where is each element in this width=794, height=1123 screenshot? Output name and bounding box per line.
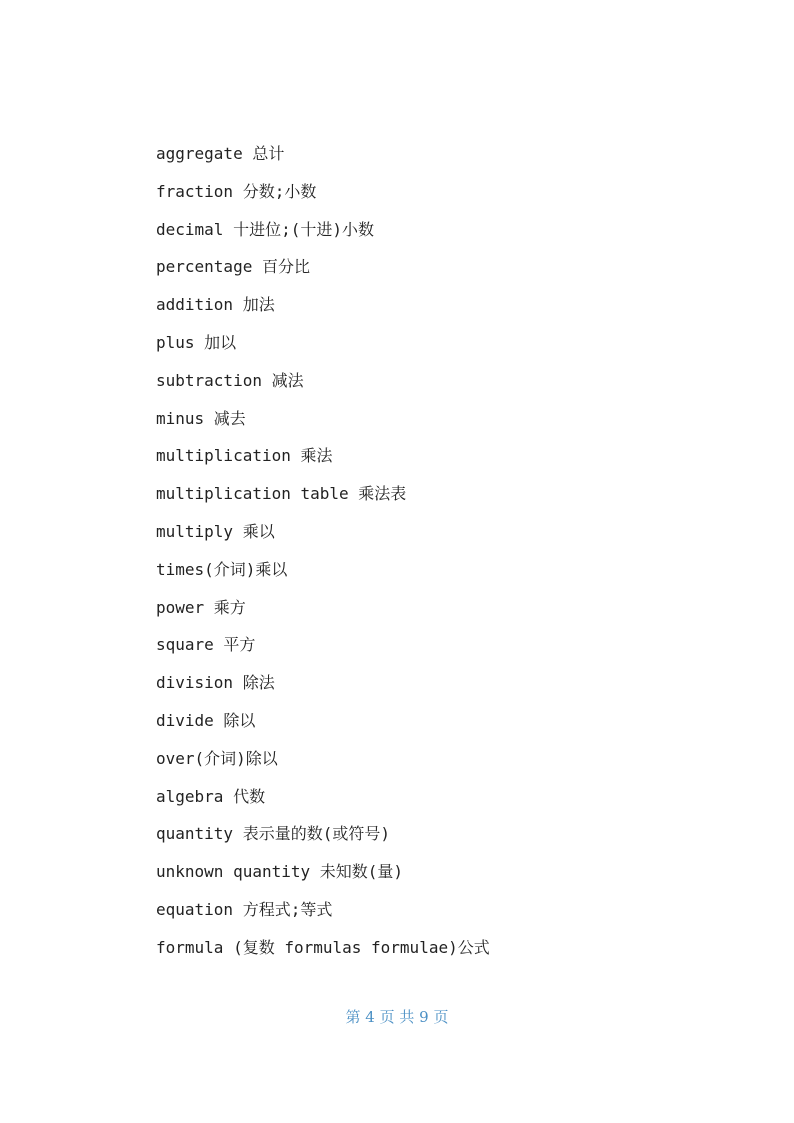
vocabulary-entry: decimal 十进位;(十进)小数 bbox=[156, 219, 374, 239]
vocabulary-entry: subtraction 减法 bbox=[156, 370, 304, 390]
vocabulary-entry: quantity 表示量的数(或符号) bbox=[156, 824, 390, 844]
vocabulary-entry: formula (复数 formulas formulae)公式 bbox=[156, 937, 490, 957]
vocabulary-list bbox=[156, 135, 716, 967]
vocabulary-entry: percentage 百分比 bbox=[156, 257, 310, 277]
vocabulary-entry: multiply 乘以 bbox=[156, 521, 275, 541]
vocabulary-entry: multiplication table 乘法表 bbox=[156, 484, 407, 504]
vocabulary-entry: division 除法 bbox=[156, 673, 275, 693]
vocabulary-entry: minus 减去 bbox=[156, 408, 246, 428]
vocabulary-entry: addition 加法 bbox=[156, 295, 275, 315]
vocabulary-entry: plus 加以 bbox=[156, 332, 237, 352]
vocabulary-entry: equation 方程式;等式 bbox=[156, 899, 333, 919]
vocabulary-entry: times(介词)乘以 bbox=[156, 559, 288, 579]
vocabulary-entry: multiplication 乘法 bbox=[156, 446, 333, 466]
vocabulary-entry: aggregate 总计 bbox=[156, 144, 285, 163]
vocabulary-entry: algebra 代数 bbox=[156, 786, 266, 806]
vocabulary-entry: power 乘方 bbox=[156, 597, 246, 617]
vocabulary-entry: fraction 分数;小数 bbox=[156, 181, 317, 201]
vocabulary-entry: divide 除以 bbox=[156, 710, 256, 730]
vocabulary-entry: unknown quantity 未知数(量) bbox=[156, 862, 404, 882]
page-number-footer: 第 4 页 共 9 页 bbox=[345, 1008, 449, 1026]
vocabulary-entry: over(介词)除以 bbox=[156, 748, 278, 768]
vocabulary-entry: square 平方 bbox=[156, 635, 256, 655]
